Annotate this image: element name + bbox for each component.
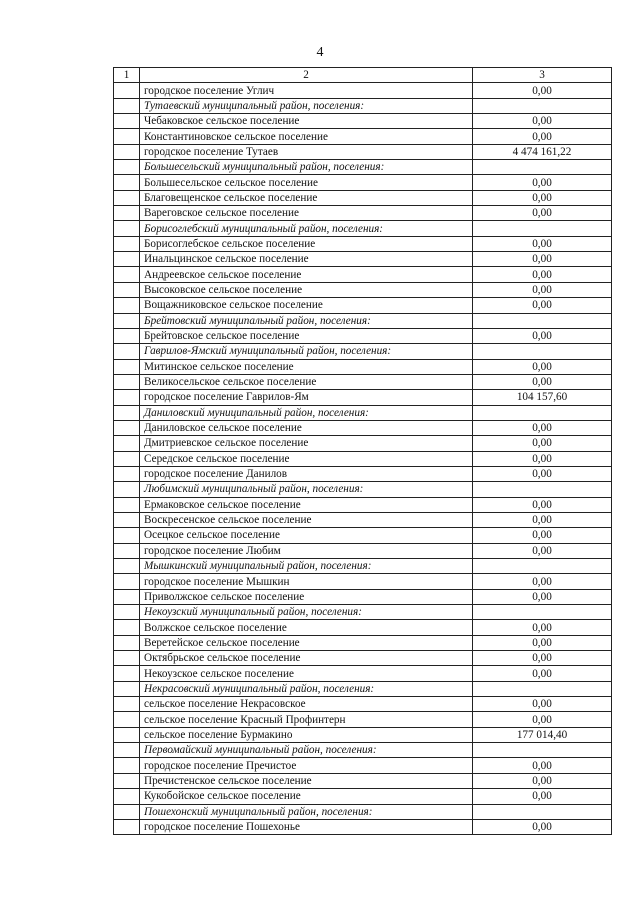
amount-cell: 0,00 (473, 466, 612, 481)
row-number-cell (114, 344, 140, 359)
district-row (114, 482, 612, 497)
settlement-name-cell: Веретейское сельское поселение (140, 635, 473, 650)
amount-cell: 0,00 (473, 635, 612, 650)
settlement-row (114, 543, 612, 558)
amount-cell: 0,00 (473, 666, 612, 681)
settlement-row (114, 374, 612, 389)
settlement-name-cell: сельское поселение Бурмакино (140, 727, 473, 742)
row-number-cell (114, 221, 140, 236)
row-number-cell (114, 528, 140, 543)
district-name-cell: Гаврилов-Ямский муниципальный район, поселения: (140, 344, 473, 359)
amount-cell: 4 474 161,22 (473, 144, 612, 159)
row-number-cell (114, 405, 140, 420)
settlement-name-cell: Брейтовское сельское поселение (140, 328, 473, 343)
settlement-name-cell: Некоузское сельское поселение (140, 666, 473, 681)
settlement-row (114, 83, 612, 98)
district-name-cell: Даниловский муниципальный район, поселения: (140, 405, 473, 420)
settlement-row (114, 328, 612, 343)
settlement-name-cell: Октябрьское сельское поселение (140, 651, 473, 666)
settlement-name-cell: городское поселение Тутаев (140, 144, 473, 159)
amount-cell: 0,00 (473, 773, 612, 788)
row-number-cell (114, 420, 140, 435)
settlement-name-cell: Константиновское сельское поселение (140, 129, 473, 144)
amount-cell: 177 014,40 (473, 727, 612, 742)
settlement-name-cell: городское поселение Пошехонье (140, 819, 473, 834)
settlement-row (114, 574, 612, 589)
settlement-name-cell: Высоковское сельское поселение (140, 282, 473, 297)
district-row (114, 804, 612, 819)
settlement-name-cell: городское поселение Мышкин (140, 574, 473, 589)
settlement-row (114, 129, 612, 144)
amount-cell: 0,00 (473, 543, 612, 558)
row-number-cell (114, 436, 140, 451)
settlement-row (114, 789, 612, 804)
row-number-cell (114, 175, 140, 190)
district-row (114, 559, 612, 574)
amount-cell: 0,00 (473, 282, 612, 297)
row-number-cell (114, 298, 140, 313)
row-number-cell (114, 390, 140, 405)
settlement-row (114, 651, 612, 666)
row-number-cell (114, 144, 140, 159)
settlement-name-cell: Вощажниковское сельское поселение (140, 298, 473, 313)
settlement-name-cell: Даниловское сельское поселение (140, 420, 473, 435)
row-number-cell (114, 83, 140, 98)
amount-cell: 0,00 (473, 589, 612, 604)
row-number-cell (114, 543, 140, 558)
amount-cell: 0,00 (473, 114, 612, 129)
settlement-row (114, 236, 612, 251)
settlement-row (114, 190, 612, 205)
row-number-cell (114, 497, 140, 512)
district-row (114, 344, 612, 359)
settlement-row (114, 114, 612, 129)
settlement-row (114, 420, 612, 435)
amount-cell: 0,00 (473, 758, 612, 773)
row-number-cell (114, 252, 140, 267)
row-number-cell (114, 697, 140, 712)
amount-cell (473, 482, 612, 497)
amount-cell: 0,00 (473, 436, 612, 451)
amount-cell: 0,00 (473, 528, 612, 543)
row-number-cell (114, 466, 140, 481)
settlement-name-cell: Кукобойское сельское поселение (140, 789, 473, 804)
table-header-row (114, 68, 612, 83)
amount-cell: 0,00 (473, 420, 612, 435)
settlement-row (114, 589, 612, 604)
settlement-row (114, 666, 612, 681)
amount-cell: 0,00 (473, 374, 612, 389)
amount-cell: 0,00 (473, 819, 612, 834)
amount-cell: 104 157,60 (473, 390, 612, 405)
row-number-cell (114, 482, 140, 497)
settlement-name-cell: Волжское сельское поселение (140, 620, 473, 635)
row-number-cell (114, 605, 140, 620)
amount-cell (473, 344, 612, 359)
amount-cell (473, 221, 612, 236)
amount-cell: 0,00 (473, 298, 612, 313)
settlement-row (114, 758, 612, 773)
amount-cell: 0,00 (473, 697, 612, 712)
district-row (114, 743, 612, 758)
row-number-cell (114, 589, 140, 604)
district-name-cell: Мышкинский муниципальный район, поселения: (140, 559, 473, 574)
amount-cell (473, 743, 612, 758)
district-name-cell: Большесельский муниципальный район, поселения: (140, 160, 473, 175)
settlement-name-cell: Воскресенское сельское поселение (140, 512, 473, 527)
page-number: 4 (316, 45, 324, 60)
amount-cell (473, 313, 612, 328)
row-number-cell (114, 819, 140, 834)
district-row (114, 160, 612, 175)
row-number-cell (114, 635, 140, 650)
district-name-cell: Некрасовский муниципальный район, поселения: (140, 681, 473, 696)
row-number-cell (114, 206, 140, 221)
amount-cell: 0,00 (473, 252, 612, 267)
row-number-cell (114, 190, 140, 205)
amount-cell: 0,00 (473, 267, 612, 282)
table-body (114, 68, 612, 835)
district-name-cell: Тутаевский муниципальный район, поселения: (140, 98, 473, 113)
district-name-cell: Брейтовский муниципальный район, поселения: (140, 313, 473, 328)
amount-cell (473, 160, 612, 175)
amount-cell: 0,00 (473, 712, 612, 727)
row-number-cell (114, 160, 140, 175)
settlement-name-cell: Вареговское сельское поселение (140, 206, 473, 221)
settlement-row (114, 144, 612, 159)
settlement-name-cell: Великосельское сельское поселение (140, 374, 473, 389)
settlement-row (114, 267, 612, 282)
row-number-cell (114, 727, 140, 742)
row-number-cell (114, 328, 140, 343)
row-number-cell (114, 620, 140, 635)
district-name-cell: Борисоглебский муниципальный район, поселения: (140, 221, 473, 236)
amount-cell: 0,00 (473, 651, 612, 666)
settlement-name-cell: городское поселение Углич (140, 83, 473, 98)
row-number-cell (114, 743, 140, 758)
row-number-cell (114, 651, 140, 666)
amount-cell (473, 681, 612, 696)
settlement-row (114, 298, 612, 313)
district-row (114, 313, 612, 328)
settlement-row (114, 451, 612, 466)
amount-cell: 0,00 (473, 190, 612, 205)
header-col-2: 2 (140, 68, 473, 83)
district-row (114, 605, 612, 620)
settlement-name-cell: Дмитриевское сельское поселение (140, 436, 473, 451)
header-col-1: 1 (114, 68, 140, 83)
district-name-cell: Первомайский муниципальный район, поселения: (140, 743, 473, 758)
settlement-row (114, 252, 612, 267)
row-number-cell (114, 804, 140, 819)
header-col-3: 3 (473, 68, 612, 83)
settlement-name-cell: городское поселение Любим (140, 543, 473, 558)
district-name-cell: Некоузский муниципальный район, поселения: (140, 605, 473, 620)
amount-cell: 0,00 (473, 328, 612, 343)
district-row (114, 681, 612, 696)
district-name-cell: Любимский муниципальный район, поселения: (140, 482, 473, 497)
settlement-name-cell: сельское поселение Красный Профинтерн (140, 712, 473, 727)
row-number-cell (114, 359, 140, 374)
amount-cell (473, 98, 612, 113)
settlement-name-cell: Большесельское сельское поселение (140, 175, 473, 190)
row-number-cell (114, 758, 140, 773)
amount-cell: 0,00 (473, 129, 612, 144)
amount-cell: 0,00 (473, 789, 612, 804)
settlement-row (114, 712, 612, 727)
settlement-name-cell: Ермаковское сельское поселение (140, 497, 473, 512)
row-number-cell (114, 267, 140, 282)
settlement-row (114, 773, 612, 788)
district-row (114, 405, 612, 420)
settlement-row (114, 819, 612, 834)
settlement-name-cell: Осецкое сельское поселение (140, 528, 473, 543)
row-number-cell (114, 681, 140, 696)
row-number-cell (114, 451, 140, 466)
amount-cell: 0,00 (473, 512, 612, 527)
settlement-name-cell: Андреевское сельское поселение (140, 267, 473, 282)
settlement-name-cell: Пречистенское сельское поселение (140, 773, 473, 788)
row-number-cell (114, 313, 140, 328)
amount-cell: 0,00 (473, 497, 612, 512)
row-number-cell (114, 773, 140, 788)
settlement-name-cell: Чебаковское сельское поселение (140, 114, 473, 129)
amount-cell (473, 405, 612, 420)
settlement-row (114, 620, 612, 635)
settlement-name-cell: сельское поселение Некрасовское (140, 697, 473, 712)
settlement-name-cell: Середское сельское поселение (140, 451, 473, 466)
row-number-cell (114, 374, 140, 389)
row-number-cell (114, 114, 140, 129)
row-number-cell (114, 789, 140, 804)
row-number-cell (114, 236, 140, 251)
settlement-name-cell: городское поселение Гаврилов-Ям (140, 390, 473, 405)
amount-cell (473, 804, 612, 819)
district-row (114, 98, 612, 113)
allocation-table (113, 67, 612, 835)
row-number-cell (114, 559, 140, 574)
amount-cell: 0,00 (473, 620, 612, 635)
row-number-cell (114, 98, 140, 113)
settlement-row (114, 282, 612, 297)
settlement-row (114, 512, 612, 527)
settlement-row (114, 635, 612, 650)
row-number-cell (114, 666, 140, 681)
amount-cell: 0,00 (473, 359, 612, 374)
settlement-name-cell: городское поселение Пречистое (140, 758, 473, 773)
amount-cell (473, 559, 612, 574)
settlement-row (114, 497, 612, 512)
row-number-cell (114, 282, 140, 297)
settlement-name-cell: Борисоглебское сельское поселение (140, 236, 473, 251)
settlement-row (114, 175, 612, 190)
settlement-row (114, 528, 612, 543)
settlement-name-cell: городское поселение Данилов (140, 466, 473, 481)
settlement-row (114, 727, 612, 742)
district-name-cell: Пошехонский муниципальный район, поселения: (140, 804, 473, 819)
settlement-row (114, 359, 612, 374)
amount-cell: 0,00 (473, 451, 612, 466)
amount-cell: 0,00 (473, 175, 612, 190)
settlement-row (114, 697, 612, 712)
amount-cell: 0,00 (473, 236, 612, 251)
settlement-row (114, 436, 612, 451)
amount-cell: 0,00 (473, 574, 612, 589)
settlement-row (114, 466, 612, 481)
row-number-cell (114, 512, 140, 527)
settlement-row (114, 390, 612, 405)
settlement-name-cell: Митинское сельское поселение (140, 359, 473, 374)
amount-cell: 0,00 (473, 206, 612, 221)
district-row (114, 221, 612, 236)
row-number-cell (114, 129, 140, 144)
settlement-name-cell: Приволжское сельское поселение (140, 589, 473, 604)
row-number-cell (114, 574, 140, 589)
amount-cell (473, 605, 612, 620)
row-number-cell (114, 712, 140, 727)
amount-cell: 0,00 (473, 83, 612, 98)
settlement-name-cell: Благовещенское сельское поселение (140, 190, 473, 205)
settlement-row (114, 206, 612, 221)
settlement-name-cell: Инальцинское сельское поселение (140, 252, 473, 267)
